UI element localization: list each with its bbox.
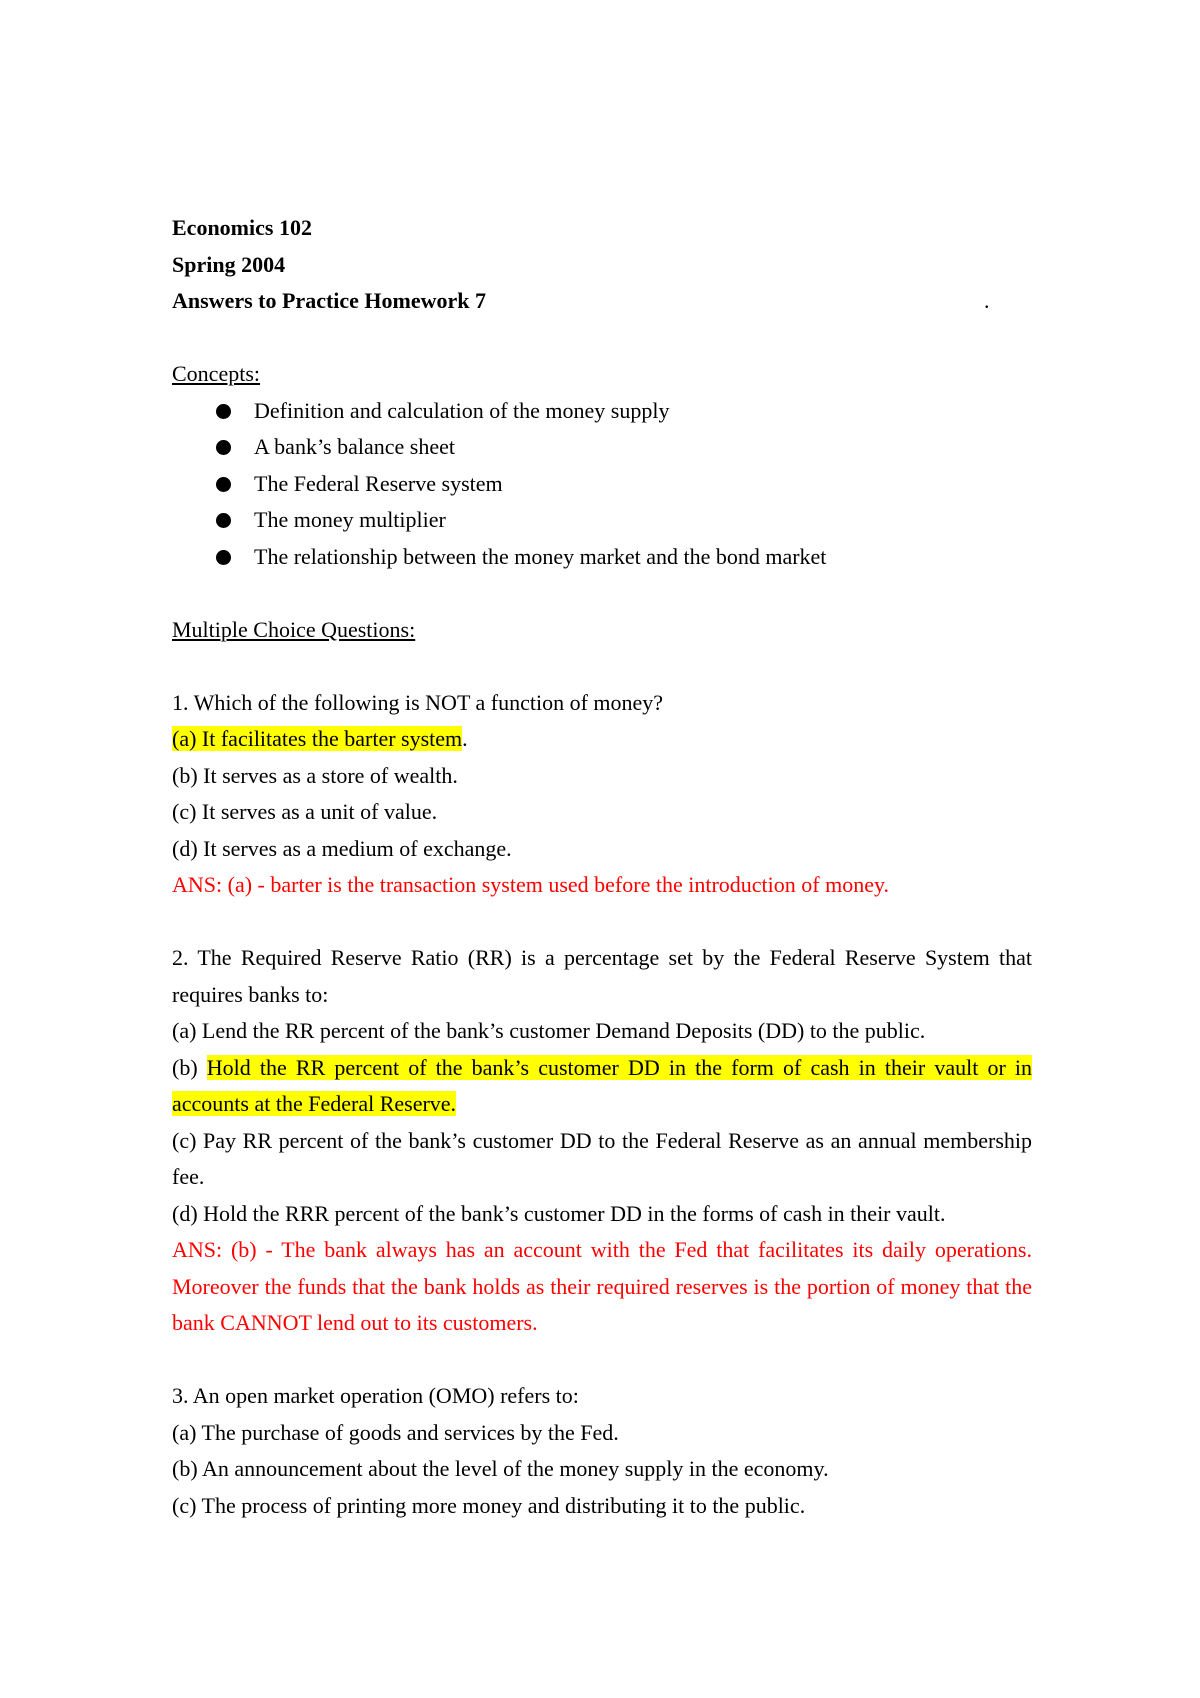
q2-stem: 2. The Required Reserve Ratio (RR) is a percentage set by the Federal Reserve System that requires banks to:: [172, 945, 1032, 1007]
q1-stem: 1. Which of the following is NOT a function of money?: [172, 689, 664, 715]
spacer: [172, 1342, 1032, 1379]
spacer: [172, 904, 1032, 941]
q2-option-a: (a) Lend the RR percent of the bank’s customer Demand Deposits (DD) to the public.: [172, 1018, 926, 1043]
q1-option-c: (c) It serves as a unit of value.: [172, 799, 438, 824]
q1-option-a-highlight: (a) It facilitates the barter system: [172, 726, 463, 751]
bullet-icon: [216, 404, 231, 419]
course-title: Economics 102: [172, 215, 312, 240]
document-title-row: [172, 283, 1032, 320]
document-page: [172, 210, 1032, 1524]
document-title: Answers to Practice Homework 7: [172, 288, 487, 313]
concept-item: The Federal Reserve system: [172, 466, 1032, 503]
bullet-icon: [216, 550, 231, 565]
q1-answer: ANS: (a) - barter is the transaction system used before the introduction of money.: [172, 872, 890, 897]
spacer: [172, 575, 1032, 612]
q1-option-b: (b) It serves as a store of wealth.: [172, 762, 458, 788]
q2-answer: ANS: (b) - The bank always has an account with the Fed that facilitates its daily operations. Moreover the funds that the bank holds as their required reserves is the portion of money that the bank CANNOT lend out to its customers.: [172, 1237, 1032, 1335]
q2-option-b: (b) Hold the RR percent of the bank’s customer DD in the form of cash in their vault or in accounts at the Federal Reserve.: [172, 1054, 1032, 1116]
q1-option-a: (a) It facilitates the barter system.: [172, 726, 468, 751]
concept-item: The relationship between the money market and the bond market: [172, 539, 1032, 576]
spacer: [172, 320, 1032, 357]
concept-item: Definition and calculation of the money supply: [172, 393, 1032, 430]
concept-item: A bank’s balance sheet: [172, 429, 1032, 466]
bullet-icon: [216, 477, 231, 492]
q2-option-b-highlight: Hold the RR percent of the bank’s customer DD in the form of cash in their vault or in accounts at the Federal Reserve.: [172, 1054, 1032, 1116]
mcq-heading: Multiple Choice Questions:: [172, 616, 416, 642]
stray-mark: .: [984, 288, 990, 313]
concepts-heading: Concepts:: [172, 361, 260, 386]
q2-option-d: (d) Hold the RRR percent of the bank’s customer DD in the forms of cash in their vault.: [172, 1200, 946, 1226]
q3-option-b: (b) An announcement about the level of the money supply in the economy.: [172, 1456, 829, 1481]
q2-option-c: (c) Pay RR percent of the bank’s customer DD to the Federal Reserve as an annual membership fee.: [172, 1127, 1032, 1189]
q3-stem: 3. An open market operation (OMO) refers to:: [172, 1383, 579, 1408]
concepts-list: [172, 393, 1032, 576]
q3-option-c: (c) The process of printing more money and distributing it to the public.: [172, 1492, 806, 1518]
q1-option-d: (d) It serves as a medium of exchange.: [172, 835, 512, 861]
spacer: [172, 648, 1032, 685]
concept-item: The money multiplier: [172, 502, 1032, 539]
bullet-icon: [216, 440, 231, 455]
q3-option-a: (a) The purchase of goods and services by the Fed.: [172, 1419, 619, 1445]
term: Spring 2004: [172, 251, 286, 277]
bullet-icon: [216, 513, 231, 528]
